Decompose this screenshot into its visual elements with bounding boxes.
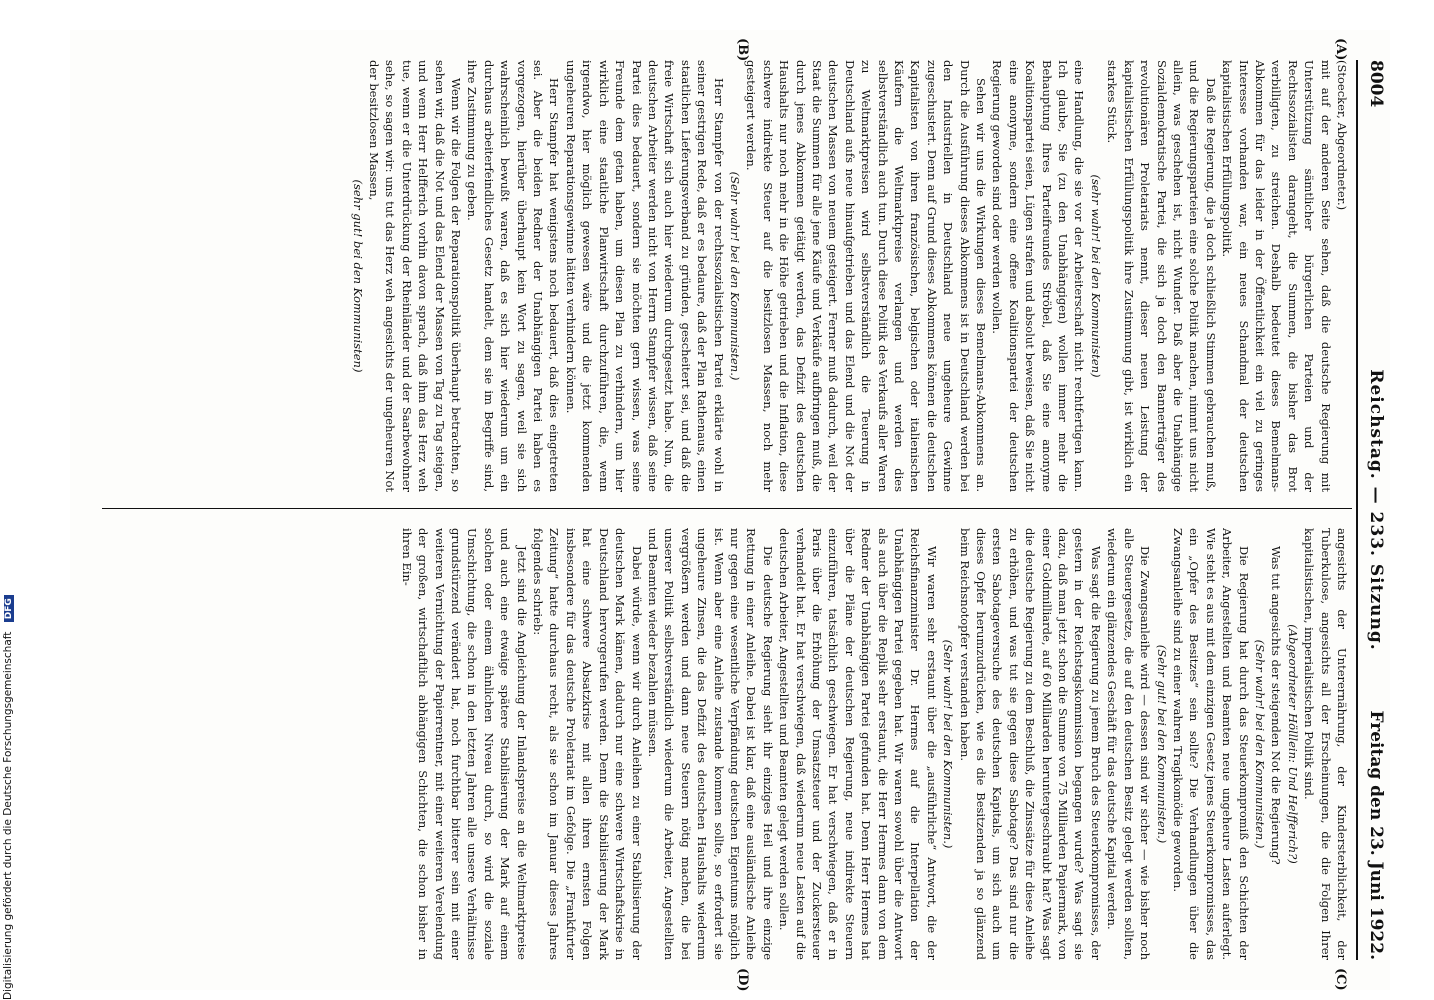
paragraph: Die deutsche Regierung sieht ihr einziges Heil und ihre einzige Rettung in einer Anleihe. Dabei ist klar, daß eine ausländische Anleihe nur gegen eine wesentliche Verpfändung deutschen Eigentums möglich ist. Wenn aber eine Anleihe zustande kommen sollte, so erfordert sie ungeheure Zinsen, die das Defizit des deutschen Haushalts wiederum vergrößern werden und dann neue Steuern nötig machen, die bei unserer Politik selbstverständlich wiederum die Arbeiter, Angestellten und Beamten wieder bezahlen müssen. <box>645 528 775 960</box>
paragraph: Was sagt die Regierung zu jenem Bruch des Steuerkompromisses, der gestern in der Reichstagskommission begangen wurde? Was sagt sie dazu, daß man jetzt schon die Summe von 75 Milliarden Papiermark, von einer Goldmilliarde, auf 60 Milliarden heruntergeschraubt hat? Was sagt die deutsche Regierung zu dem Beschluß, die Zinssätze für diese Anleihe zu erhöhen, und was tut sie gegen diese Sabotage? Das sind nur die ersten Sabotageversuche des deutschen Kapitals, um sich auch um dieses Opfer herumzudrücken, wie es die Besitzenden ja so glänzend beim Reichsnotopfer verstanden haben. <box>957 528 1103 960</box>
paragraph: Herr Stampfer hat wenigstens noch bedauert, daß dies eingetreten sei. Aber die beiden Redner der Unabhängigen Partei haben es vorgezogen, hierüber überhaupt kein Wort zu sagen, weil sie sich wahrscheinlich bewußt waren, daß es sich hier wiederum um ein durchaus arbeiterfeindliches Gesetz handelt, dem sie im Begriffe sind, ihre Zustimmung zu geben. <box>465 60 562 492</box>
dfg-logo: DFG <box>4 595 14 622</box>
right-column <box>100 528 1350 960</box>
margin-mark-d: (D) <box>735 968 750 992</box>
margin-mark-c: (C) <box>1333 968 1348 991</box>
paragraph: Wir waren sehr erstaunt über die „ausführliche“ Antwort, die der Reichsfinanzminister Dr. Hermes auf die Interpellation der Unabhängigen Partei gegeben hat. Wir waren sowohl über die Antwort als auch über die Replik sehr erstaunt, die Herr Hermes dann von dem Redner der Unabhängigen Partei gefunden hat. Denn Herr Hermes hat über die Pläne der deutschen Regierung, neue indirekte Steuern einzuführen, tatsächlich geschwiegen. Er hat verschwiegen, daß er in Paris über die Erhöhung der Umsatzsteuer und der Zuckersteuer verhandelt hat. Er hat verschwiegen, daß wiederum neue Lasten auf die deutschen Arbeiter, Angestellten und Beamten gelegt werden sollen. <box>777 528 939 960</box>
paragraph: Was tut angesichts der steigenden Not die Regierung? <box>1269 546 1284 865</box>
paragraph: mit auf der anderen Seite sehen, daß die deutsche Regierung mit Unterstützung sämtlicher bürgerlichen Parteien und der Rechtssozialisten darangeht, die Summen, die bisher das Brot verbilligten, zu streichen. Deshalb bedeutet dieses Bemelmans-Abkommen für das leider in der Öffentlichkeit ein viel zu geringes Interesse vorhanden war, ein neues Schandmal der deutschen kapitalistischen Erfüllungspolitik. <box>1220 60 1333 492</box>
header-title: Reichstag. — 233. Sitzung. <box>1366 369 1386 651</box>
interjection: (Sehr wahr! bei den Kommunisten.) <box>941 639 956 849</box>
header-date: Freitag den 23. Juni 1922. <box>1366 710 1386 960</box>
page-number: 8004 <box>1366 60 1386 108</box>
margin-mark-a: (A) <box>1333 38 1348 61</box>
header-rule <box>1356 60 1358 960</box>
paragraph: Wenn wir die Folgen der Reparationspolitik überhaupt betrachten, so sehen wir, daß die Not und das Elend der Massen von Tag zu Tag steigen, und wenn Herr Helfferich vorhin davon sprach, daß ihm das Herz weh tue, wenn er die Unterdrückung der Rheinländer und der Saarbewohner sehe, so sagen wir: uns tut das Herz weh angesichts der ungeheuren Not der besitzlosen Massen, <box>367 60 464 492</box>
interjection: (Sehr wahr! bei den Kommunisten.) <box>1252 639 1267 849</box>
margin-mark-b: (B) <box>735 38 750 62</box>
interjection: (Sehr gut! bei den Kommunisten.) <box>1154 644 1169 844</box>
interjection: (Sehr wahr! bei den Kommunisten.) <box>727 171 742 381</box>
interjection: (sehr wahr! bei den Kommunisten) <box>1088 174 1103 378</box>
digitization-credit <box>2 280 18 1000</box>
scanned-page <box>70 30 1390 990</box>
paragraph: Daß die Regierung, die ja doch schließlich Stimmen gebrauchen muß, und die Regierungsparteien eine solche Politik machen, nimmt uns nicht allein, was geschehen ist, nicht Wunder. Daß aber die Unabhängige Sozialdemokratische Partei, die sich ja doch den Bannerträger des revolutionären Proletariats nennt, dieser neuen Leistung der kapitalistischen Erfüllungspolitik ihre Zustimmung gibt, ist wirklich ein starkes Stück. <box>1105 60 1218 492</box>
quoted-paragraph: Jetzt sind die Angleichung der Inlandspreise an die Weltmarktpreise und auch eine etwaige spätere Stabilisierung der Mark auf einem solchen oder einem ähnlichen Niveau durch, so wird die soziale Umschichtung, die schon in den letzten Jahren alle unsere Verhältnisse grundstürzend verändert hat, noch furchtbar bitterer sein mit einer weiteren Vernichtung der Papierrentner, mit einer weiteren Verelendung der großen, wirtschaftlich abhängigen Schichten, die schon bisher in ihren Ein- <box>399 528 529 960</box>
interjection: (sehr gut! bei den Kommunisten) <box>350 179 365 373</box>
column-divider <box>102 508 1352 509</box>
paragraph: Die Regierung hat durch das Steuerkompromiß den Schichten der Arbeiter, Angestellten und Beamten neue ungeheure Lasten auferlegt. Wie steht es aus mit dem einzigen Gesetz jenes Steuerkompromisses, das ein „Opfer des Besitzes“ sein sollte? Die Verhandlungen über die Zwangsanleihe sind zu einer wahren Tragikomödie geworden. <box>1170 528 1251 960</box>
paragraph: Dabei würde, wenn wir durch Anleihen zu einer Stabilisierung der deutschen Mark kämen, dadurch nur eine schwere Wirtschaftskrise in Deutschland hervorgerufen werden. Denn die Stabilisierung der Mark hat eine schwere Absatzkrise mit allen ihren ernsten Folgen insbesondere für das deutsche Proletariat im Gefolge. Die „Frankfurter Zeitung“ hatte durchaus recht, als sie schon im Januar dieses Jahres folgendes schrieb: <box>531 528 644 960</box>
interjection: (Abgeordneter Hölllein: Und Helfferich?) <box>1285 624 1300 864</box>
paragraph: angesichts der Unterernährung, der Kindersterblichkeit, der Tuberkulose, angesichts all der Erscheinungen, die die Folgen Ihrer kapitalistischen, imperialistischen Politik sind. <box>1302 528 1349 960</box>
speaker-line: (Stoecker, Abgeordneter.) <box>1335 60 1349 211</box>
paragraph: eine Handlung, die sie vor der Arbeiterschaft nicht rechtfertigen kann. Ich glaube, Sie (zu den Unabhängigen) wollen immer mehr die Behauptung Ihres Parteifreundes Ströbel, daß Sie eine anonyme Koalitionspartei seien, Lügen strafen und absolut beweisen, daß Sie nicht eine anonyme, sondern eine offene Koalitionspartei der deutschen Regierung geworden sind oder werden wollen. <box>990 60 1087 492</box>
left-column <box>100 60 1350 492</box>
running-header <box>1358 60 1390 960</box>
paragraph: Die Zwangsanleihe wird — dessen sind wir sicher — wie bisher noch alle Steuergesetze, die auf den deutschen Besitz gelegt werden sollten, wiederum ein glänzendes Geschäft für das deutsche Kapital werden. <box>1105 528 1153 960</box>
credit-text: Digitalisierung gefördert durch die Deutsche Forschungsgemeinschaft <box>2 631 14 1000</box>
paragraph: Herr Stampfer von der rechtssozialistischen Partei erklärte wohl in seiner gestrigen Rede, daß er es bedaure, daß der Plan Rathenaus, einen staatlichen Lieferungsverband zu gründen, gescheitert sei, und daß die freie Wirtschaft sich auch hier wiederum durchgesetzt habe. Nun, die deutschen Arbeiter werden nicht von Herrn Stampfer wissen, daß seine Partei dies bedauert, sondern sie möchten gern wissen, was seine Freunde dem getan haben, um diesen Plan zu verhindern, um hier wirklich eine staatliche Planwirtschaft durchzuführen, die, wenn irgendwo, hier möglich gewesen wäre und die jetzt kommenden ungeheuren Reparationsgewinne hätten verhindern können. <box>563 60 726 492</box>
paragraph: Sehen wir uns die Wirkungen dieses Bemelmans-Abkommens an. Durch die Ausführung dieses Abkommens ist in Deutschland werden bei den Industriellen in Deutschland neue ungeheure Gewinne zugeschustert. Denn auf Grund dieses Abkommens können die deutschen Kapitalisten von ihren französischen, belgischen oder italienischen Käufern die Weltmarktpreise verlangen und werden dies selbstverständlich auch tun. Durch diese Politik des Verkaufs aller Waren zu Weltmarktpreisen wird selbstverständlich die Teuerung in Deutschland aufs neue hinaufgetrieben und das Elend und die Not der deutschen Massen von neuem gesteigert. Ferner muß dadurch, weil der Staat die Summen für alle jene Käufe und Verkäufe aufbringen muß, die durch jenes Abkommen getätigt werden, das Defizit des deutschen Haushalts nur noch mehr in die Höhe getrieben und die Inflation, diese schwere indirekte Steuer auf die besitzlosen Massen, noch mehr gesteigert werden. <box>744 60 989 492</box>
